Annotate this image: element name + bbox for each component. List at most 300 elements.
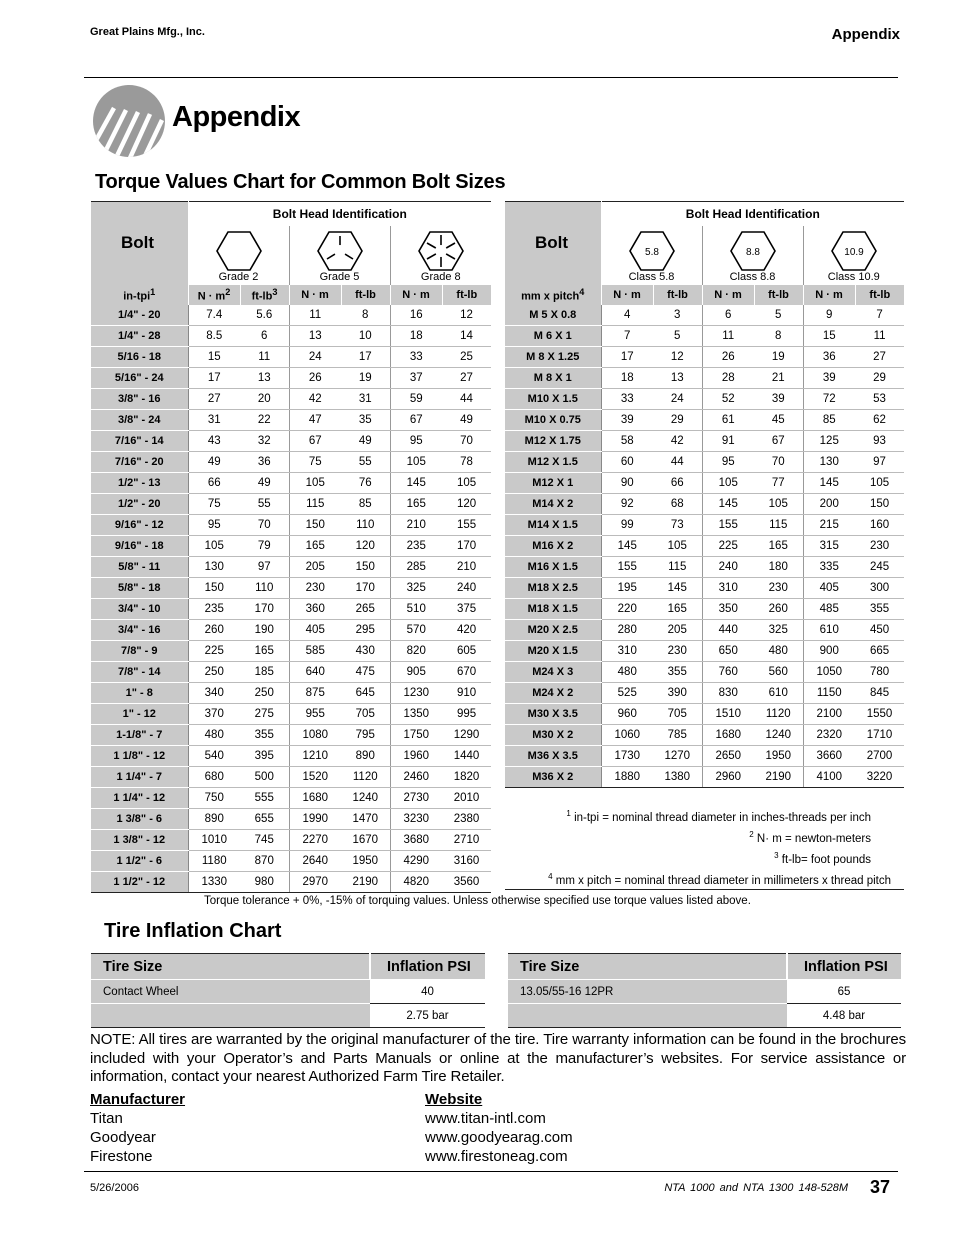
torque-value-cell: 90 [601, 473, 653, 494]
torque-value-cell: 39 [803, 368, 855, 389]
tire-size-cell: Contact Wheel [91, 980, 370, 1004]
torque-value-cell: 67 [289, 431, 341, 452]
torque-value-cell: 875 [289, 683, 341, 704]
tire-size-header: Tire Size [91, 954, 370, 980]
torque-value-cell: 295 [341, 620, 390, 641]
torque-value-cell: 2320 [803, 725, 855, 746]
website-firestone-link[interactable]: www.firestoneag.com [425, 1148, 568, 1165]
torque-value-cell: 645 [341, 683, 390, 704]
torque-value-cell: 230 [754, 578, 803, 599]
torque-row [505, 557, 904, 578]
torque-value-cell: 145 [390, 473, 442, 494]
section-header: Appendix [831, 26, 900, 43]
torque-value-cell: 2960 [702, 767, 754, 788]
torque-value-cell: 1120 [341, 767, 390, 788]
torque-row [91, 368, 491, 389]
torque-value-cell: 75 [188, 494, 240, 515]
bolt-size-cell: 5/16 - 18 [91, 347, 188, 368]
torque-value-cell: 190 [240, 620, 289, 641]
torque-row [91, 389, 491, 410]
torque-value-cell: 3220 [855, 767, 904, 788]
tire-size-empty-cell [508, 1004, 787, 1028]
torque-row [91, 704, 491, 725]
torque-row [91, 830, 491, 851]
torque-value-cell: 2190 [341, 872, 390, 893]
nm-header: $N \cdot m^2$ [188, 285, 240, 305]
torque-value-cell: 350 [702, 599, 754, 620]
bolt-size-cell: M10 X 0.75 [505, 410, 601, 431]
torque-value-cell: 27 [855, 347, 904, 368]
torque-value-cell: 200 [803, 494, 855, 515]
nm-header: N · m [702, 285, 754, 305]
torque-value-cell: 1350 [390, 704, 442, 725]
website-header: Website [425, 1091, 483, 1108]
bolt-column-header: Bolt [505, 202, 601, 285]
manufacturer-titan: Titan [90, 1110, 123, 1127]
torque-value-cell: 1950 [754, 746, 803, 767]
footnote-2: $^2$ N· m = newton-meters [749, 830, 871, 845]
torque-value-cell: 105 [653, 536, 702, 557]
torque-value-cell: 355 [653, 662, 702, 683]
grade-2-header [188, 226, 289, 285]
nm-header: N · m [289, 285, 341, 305]
torque-value-cell: 195 [601, 578, 653, 599]
torque-value-cell: 55 [240, 494, 289, 515]
torque-value-cell: 680 [188, 767, 240, 788]
torque-value-cell: 275 [240, 704, 289, 725]
torque-value-cell: 70 [442, 431, 491, 452]
torque-value-cell: 2010 [442, 788, 491, 809]
torque-value-cell: 1880 [601, 767, 653, 788]
bolt-size-cell: M10 X 1.5 [505, 389, 601, 410]
torque-row [505, 599, 904, 620]
torque-value-cell: 4100 [803, 767, 855, 788]
bolt-size-cell: 1/2" - 13 [91, 473, 188, 494]
torque-row [505, 431, 904, 452]
bolt-size-cell: M30 X 2 [505, 725, 601, 746]
torque-value-cell: 1520 [289, 767, 341, 788]
torque-value-cell: 405 [803, 578, 855, 599]
tire-size-header: Tire Size [508, 954, 787, 980]
torque-value-cell: 165 [754, 536, 803, 557]
torque-row [505, 725, 904, 746]
torque-value-cell: 555 [240, 788, 289, 809]
torque-value-cell: 110 [341, 515, 390, 536]
torque-row [505, 452, 904, 473]
torque-row [91, 662, 491, 683]
torque-value-cell: 95 [702, 452, 754, 473]
tire-size-cell: 13.05/55-16 12PR [508, 980, 787, 1004]
torque-value-cell: 15 [803, 326, 855, 347]
torque-value-cell: 7 [601, 326, 653, 347]
torque-value-cell: 105 [390, 452, 442, 473]
torque-row [91, 347, 491, 368]
torque-value-cell: 2100 [803, 704, 855, 725]
torque-value-cell: 43 [188, 431, 240, 452]
torque-value-cell: 17 [188, 368, 240, 389]
nm-header: N · m [803, 285, 855, 305]
torque-value-cell: 180 [754, 557, 803, 578]
bolt-size-cell: 7/16" - 20 [91, 452, 188, 473]
bolt-size-cell: M24 X 3 [505, 662, 601, 683]
inflation-psi-header: Inflation PSI [787, 954, 901, 980]
footer-document-id: NTA 1000 and NTA 1300 148-528M [664, 1182, 848, 1194]
torque-value-cell: 2380 [442, 809, 491, 830]
torque-value-cell: 36 [240, 452, 289, 473]
great-plains-logo [92, 84, 166, 158]
torque-row [505, 683, 904, 704]
torque-value-cell: 1550 [855, 704, 904, 725]
bolt-size-cell: 1-1/8" - 7 [91, 725, 188, 746]
torque-value-cell: 42 [653, 431, 702, 452]
torque-value-cell: 300 [855, 578, 904, 599]
bolt-size-cell: M 8 X 1 [505, 368, 601, 389]
torque-row [91, 788, 491, 809]
torque-value-cell: 245 [855, 557, 904, 578]
torque-value-cell: 485 [803, 599, 855, 620]
torque-value-cell: 640 [289, 662, 341, 683]
torque-value-cell: 7 [855, 305, 904, 326]
torque-value-cell: 44 [442, 389, 491, 410]
torque-value-cell: 430 [341, 641, 390, 662]
torque-value-cell: 4 [601, 305, 653, 326]
torque-value-cell: 160 [855, 515, 904, 536]
torque-value-cell: 225 [702, 536, 754, 557]
torque-value-cell: 890 [341, 746, 390, 767]
bolt-size-cell: M18 X 2.5 [505, 578, 601, 599]
torque-value-cell: 310 [702, 578, 754, 599]
torque-value-cell: 315 [803, 536, 855, 557]
footnote-rule [505, 889, 904, 890]
torque-value-cell: 1210 [289, 746, 341, 767]
torque-value-cell: 1080 [289, 725, 341, 746]
torque-value-cell: 85 [341, 494, 390, 515]
torque-value-cell: 8 [754, 326, 803, 347]
torque-value-cell: 1710 [855, 725, 904, 746]
class-5-8-mark: 5.8 [644, 246, 659, 258]
torque-value-cell: 59 [390, 389, 442, 410]
bolt-size-cell: 3/8" - 24 [91, 410, 188, 431]
torque-value-cell: 2970 [289, 872, 341, 893]
bolt-size-cell: 1 1/8" - 12 [91, 746, 188, 767]
torque-row [91, 578, 491, 599]
bolt-size-cell: M12 X 1.5 [505, 452, 601, 473]
torque-value-cell: 1120 [754, 704, 803, 725]
torque-row [91, 599, 491, 620]
bolt-size-cell: 1 1/2" - 12 [91, 872, 188, 893]
torque-value-cell: 1240 [754, 725, 803, 746]
torque-value-cell: 67 [390, 410, 442, 431]
torque-row [505, 704, 904, 725]
torque-value-cell: 12 [442, 305, 491, 326]
footnote-1: $^1$ in-tpi = nominal thread diameter in inches-threads per inch [566, 809, 871, 824]
grade-5-label: Grade 5 [319, 270, 360, 283]
bolt-size-cell: M12 X 1.75 [505, 431, 601, 452]
torque-value-cell: 105 [855, 473, 904, 494]
torque-value-cell: 1990 [289, 809, 341, 830]
torque-value-cell: 99 [601, 515, 653, 536]
torque-row [91, 410, 491, 431]
bolt-size-cell: M30 X 3.5 [505, 704, 601, 725]
torque-value-cell: 285 [390, 557, 442, 578]
torque-value-cell: 91 [702, 431, 754, 452]
torque-value-cell: 105 [754, 494, 803, 515]
torque-value-cell: 39 [601, 410, 653, 431]
bolt-head-id-header: Bolt Head Identification [188, 202, 491, 226]
torque-row [505, 746, 904, 767]
torque-value-cell: 2710 [442, 830, 491, 851]
torque-value-cell: 7.4 [188, 305, 240, 326]
manufacturer-header: Manufacturer [90, 1091, 186, 1108]
torque-value-cell: 610 [803, 620, 855, 641]
torque-value-cell: 3660 [803, 746, 855, 767]
torque-value-cell: 235 [188, 599, 240, 620]
torque-value-cell: 110 [240, 578, 289, 599]
bolt-size-cell: M20 X 2.5 [505, 620, 601, 641]
class-8-8-label: Class 8.8 [729, 270, 776, 283]
torque-value-cell: 29 [855, 368, 904, 389]
torque-value-cell: 480 [188, 725, 240, 746]
torque-value-cell: 1230 [390, 683, 442, 704]
ftlb-header: ft-lb [653, 285, 702, 305]
torque-row [91, 767, 491, 788]
torque-value-cell: 17 [341, 347, 390, 368]
torque-value-cell: 145 [601, 536, 653, 557]
torque-value-cell: 19 [754, 347, 803, 368]
website-titan-link[interactable]: www.titan-intl.com [425, 1110, 546, 1127]
torque-value-cell: 1150 [803, 683, 855, 704]
torque-value-cell: 22 [240, 410, 289, 431]
bolt-size-cell: M14 X 1.5 [505, 515, 601, 536]
bolt-size-cell: 1 1/2" - 6 [91, 851, 188, 872]
torque-value-cell: 105 [188, 536, 240, 557]
class-10-9-mark: 10.9 [844, 246, 864, 258]
torque-value-cell: 170 [442, 536, 491, 557]
bolt-size-cell: M16 X 1.5 [505, 557, 601, 578]
footer-rule [84, 1171, 898, 1172]
torque-row [505, 641, 904, 662]
torque-value-cell: 450 [855, 620, 904, 641]
torque-value-cell: 9 [803, 305, 855, 326]
torque-tolerance-note: Torque tolerance + 0%, -15% of torquing values. Unless otherwise specified use torque values listed above. [204, 895, 751, 907]
torque-value-cell: 2460 [390, 767, 442, 788]
torque-value-cell: 24 [653, 389, 702, 410]
torque-value-cell: 220 [601, 599, 653, 620]
torque-value-cell: 75 [289, 452, 341, 473]
torque-value-cell: 11 [702, 326, 754, 347]
class-5-8-hex-icon [628, 230, 676, 272]
torque-row [505, 326, 904, 347]
tire-chart-title: Tire Inflation Chart [104, 920, 282, 942]
torque-value-cell: 480 [754, 641, 803, 662]
torque-row [91, 452, 491, 473]
torque-value-cell: 15 [188, 347, 240, 368]
torque-row [505, 494, 904, 515]
torque-table-inch-body [91, 305, 491, 893]
torque-value-cell: 395 [240, 746, 289, 767]
torque-value-cell: 25 [442, 347, 491, 368]
torque-table-inch [91, 201, 491, 893]
torque-value-cell: 670 [442, 662, 491, 683]
torque-value-cell: 5 [754, 305, 803, 326]
torque-row [91, 872, 491, 893]
torque-value-cell: 750 [188, 788, 240, 809]
bolt-size-cell: M16 X 2 [505, 536, 601, 557]
torque-value-cell: 2270 [289, 830, 341, 851]
torque-value-cell: 610 [754, 683, 803, 704]
torque-row [91, 683, 491, 704]
torque-value-cell: 2700 [855, 746, 904, 767]
torque-value-cell: 1730 [601, 746, 653, 767]
torque-value-cell: 405 [289, 620, 341, 641]
torque-row [91, 620, 491, 641]
torque-value-cell: 340 [188, 683, 240, 704]
torque-value-cell: 360 [289, 599, 341, 620]
torque-row [505, 515, 904, 536]
bolt-size-cell: 7/16" - 14 [91, 431, 188, 452]
torque-value-cell: 150 [855, 494, 904, 515]
bolt-size-cell: M24 X 2 [505, 683, 601, 704]
torque-value-cell: 510 [390, 599, 442, 620]
torque-value-cell: 42 [289, 389, 341, 410]
class-8-8-hex-icon [729, 230, 777, 272]
class-10-9-hex-icon [830, 230, 878, 272]
torque-value-cell: 225 [188, 641, 240, 662]
torque-value-cell: 165 [390, 494, 442, 515]
bolt-size-cell: 1 1/4" - 7 [91, 767, 188, 788]
bolt-size-cell: M18 X 1.5 [505, 599, 601, 620]
bolt-size-cell: M14 X 2 [505, 494, 601, 515]
class-5-8-label: Class 5.8 [628, 270, 675, 283]
torque-value-cell: 760 [702, 662, 754, 683]
torque-value-cell: 35 [341, 410, 390, 431]
torque-value-cell: 390 [653, 683, 702, 704]
torque-value-cell: 11 [289, 305, 341, 326]
torque-value-cell: 27 [188, 389, 240, 410]
tire-table-left [91, 953, 485, 1028]
tire-warranty-note: NOTE: All tires are warranted by the original manufacturer of the tire. Tire warranty information can be found in the brochures included with your Operator’s and Parts Manuals or online at the manufacturer’s websites. For service assistance or information, contact your nearest Authorized Farm Tire Retailer. [90, 1031, 906, 1085]
torque-value-cell: 125 [803, 431, 855, 452]
torque-row [505, 410, 904, 431]
torque-value-cell: 31 [188, 410, 240, 431]
torque-value-cell: 37 [390, 368, 442, 389]
website-goodyear-link[interactable]: www.goodyearag.com [425, 1129, 573, 1146]
torque-value-cell: 355 [240, 725, 289, 746]
bolt-size-cell: M 5 X 0.8 [505, 305, 601, 326]
torque-value-cell: 10 [341, 326, 390, 347]
grade-8-hex-icon [417, 230, 465, 272]
torque-value-cell: 93 [855, 431, 904, 452]
bolt-size-cell: M20 X 1.5 [505, 641, 601, 662]
torque-row [91, 557, 491, 578]
torque-value-cell: 5.6 [240, 305, 289, 326]
torque-table-metric-body [505, 305, 904, 788]
torque-value-cell: 155 [702, 515, 754, 536]
torque-value-cell: 2640 [289, 851, 341, 872]
torque-value-cell: 77 [754, 473, 803, 494]
torque-row [91, 809, 491, 830]
torque-value-cell: 440 [702, 620, 754, 641]
torque-value-cell: 165 [653, 599, 702, 620]
torque-row [505, 473, 904, 494]
torque-row [91, 326, 491, 347]
torque-value-cell: 13 [289, 326, 341, 347]
torque-value-cell: 500 [240, 767, 289, 788]
torque-row [505, 389, 904, 410]
nm-header: N · m [601, 285, 653, 305]
torque-value-cell: 13 [240, 368, 289, 389]
inflation-psi-cell: 65 [787, 980, 901, 1004]
torque-value-cell: 79 [240, 536, 289, 557]
class-10-9-header [803, 226, 904, 285]
bolt-size-cell: 9/16" - 18 [91, 536, 188, 557]
torque-value-cell: 155 [442, 515, 491, 536]
class-10-9-label: Class 10.9 [827, 270, 880, 283]
torque-value-cell: 230 [289, 578, 341, 599]
torque-row [91, 431, 491, 452]
torque-value-cell: 585 [289, 641, 341, 662]
torque-value-cell: 47 [289, 410, 341, 431]
torque-value-cell: 49 [240, 473, 289, 494]
torque-row [91, 494, 491, 515]
header-rule [84, 77, 898, 78]
class-5-8-header [601, 226, 702, 285]
torque-value-cell: 115 [754, 515, 803, 536]
torque-value-cell: 1750 [390, 725, 442, 746]
torque-row [505, 662, 904, 683]
torque-row [505, 578, 904, 599]
torque-value-cell: 78 [442, 452, 491, 473]
torque-value-cell: 97 [240, 557, 289, 578]
tire-size-empty-cell [91, 1004, 370, 1028]
torque-value-cell: 185 [240, 662, 289, 683]
torque-value-cell: 115 [289, 494, 341, 515]
torque-value-cell: 68 [653, 494, 702, 515]
torque-row [91, 473, 491, 494]
torque-value-cell: 1290 [442, 725, 491, 746]
torque-value-cell: 3 [653, 305, 702, 326]
torque-value-cell: 72 [803, 389, 855, 410]
torque-value-cell: 265 [341, 599, 390, 620]
torque-value-cell: 1380 [653, 767, 702, 788]
inflation-psi-header: Inflation PSI [370, 954, 485, 980]
torque-value-cell: 1670 [341, 830, 390, 851]
torque-row [91, 305, 491, 326]
torque-value-cell: 27 [442, 368, 491, 389]
bolt-size-cell: 1/2" - 20 [91, 494, 188, 515]
torque-value-cell: 1960 [390, 746, 442, 767]
torque-value-cell: 210 [442, 557, 491, 578]
torque-value-cell: 325 [390, 578, 442, 599]
manufacturer-goodyear: Goodyear [90, 1129, 156, 1146]
class-8-8-header [702, 226, 803, 285]
bolt-size-cell: M 6 X 1 [505, 326, 601, 347]
bolt-column-header: Bolt [91, 202, 188, 285]
torque-value-cell: 240 [702, 557, 754, 578]
torque-value-cell: 230 [855, 536, 904, 557]
torque-value-cell: 820 [390, 641, 442, 662]
torque-value-cell: 120 [341, 536, 390, 557]
torque-value-cell: 11 [240, 347, 289, 368]
torque-value-cell: 3680 [390, 830, 442, 851]
torque-value-cell: 39 [754, 389, 803, 410]
tire-table-right [508, 953, 901, 1028]
torque-value-cell: 105 [442, 473, 491, 494]
torque-value-cell: 1010 [188, 830, 240, 851]
torque-value-cell: 560 [754, 662, 803, 683]
torque-row [91, 725, 491, 746]
torque-value-cell: 20 [240, 389, 289, 410]
